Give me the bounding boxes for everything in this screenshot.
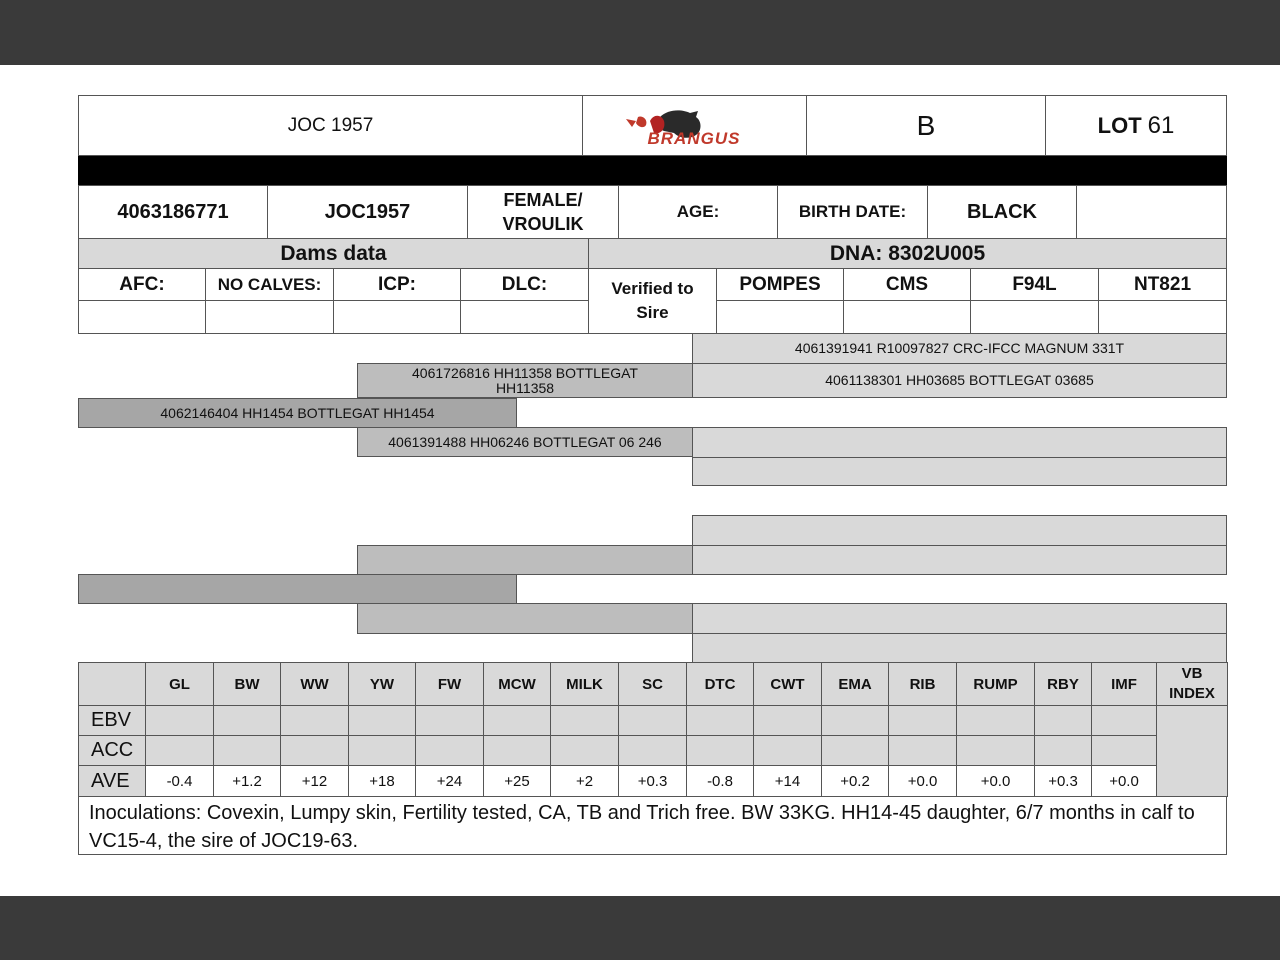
ave-value-bw-text: +1.2: [232, 772, 262, 790]
ebv-row-label-acc-text: ACC: [91, 739, 134, 761]
dams-heading: Dams data: [280, 241, 387, 265]
ebv-header-gl-text: GL: [169, 675, 190, 693]
pedigree-empty-8: [357, 603, 693, 634]
ebv-value-milk: [550, 705, 619, 736]
colour-cell: [927, 185, 1077, 239]
animal-name: JOC1957: [324, 200, 411, 223]
birth-date-cell: [777, 185, 928, 239]
ebv-header-vb-index-text: VB INDEX: [1169, 665, 1215, 702]
pedigree-empty-4: [357, 545, 693, 575]
animal-id: 4063186771: [117, 200, 229, 223]
ebv-value-gl: [145, 705, 214, 736]
bottom-frame-band: [0, 896, 1280, 960]
acc-value-sc: [618, 735, 687, 766]
pompes-label: POMPES: [739, 273, 821, 295]
ebv-header-yw-text: YW: [369, 675, 395, 693]
ebv-header-ww-text: WW: [300, 675, 329, 693]
ebv-header-ema-text: EMA: [838, 675, 872, 693]
ebv-header-fw: [415, 662, 484, 706]
afc-value-cell: [78, 300, 206, 334]
ave-value-dtc-text: -0.8: [707, 772, 733, 790]
ebv-header-rib: [888, 662, 957, 706]
ave-value-imf-text: +0.0: [1109, 772, 1139, 790]
icp-value-cell: [333, 300, 461, 334]
ebv-header-milk-text: MILK: [566, 675, 603, 693]
ave-value-cwt-text: +14: [774, 772, 801, 790]
ebv-header-sc-text: SC: [642, 675, 663, 693]
ebv-header-rib-text: RIB: [909, 675, 936, 693]
ave-value-milk: [550, 765, 619, 797]
pedigree-empty-2: [692, 457, 1227, 486]
pedigree-sire-sire: [692, 333, 1227, 364]
dlc-label: DLC:: [501, 273, 548, 295]
brangus-logo: [620, 103, 770, 149]
ebv-value-sc: [618, 705, 687, 736]
ave-value-ww: [280, 765, 349, 797]
ave-value-rib: [888, 765, 957, 797]
nt821-label-cell: [1098, 268, 1227, 301]
acc-value-mcw: [483, 735, 551, 766]
ebv-header-bw-text: BW: [234, 675, 260, 693]
acc-value-yw: [348, 735, 416, 766]
ave-value-sc-text: +0.3: [637, 772, 668, 790]
no-calves-value-cell: [205, 300, 334, 334]
logo-text: BRANGUS: [647, 128, 741, 148]
ebv-header-dtc-text: DTC: [704, 675, 736, 693]
animal-id-cell: [78, 185, 268, 239]
ebv-header-fw-text: FW: [437, 675, 462, 693]
ave-value-mcw: [483, 765, 551, 797]
nt821-label: NT821: [1133, 273, 1192, 295]
ave-value-mcw-text: +25: [504, 772, 530, 790]
colour-value: BLACK: [967, 200, 1037, 223]
ebv-row-label-ebv-text: EBV: [91, 709, 132, 731]
ave-value-imf: [1091, 765, 1157, 797]
black-divider-bar: [78, 156, 1227, 186]
acc-value-ww: [280, 735, 349, 766]
pompes-value-cell: [716, 300, 844, 334]
acc-value-cwt: [753, 735, 822, 766]
ebv-header-sc: [618, 662, 687, 706]
ebv-header-cwt: [753, 662, 822, 706]
ebv-value-rib: [888, 705, 957, 736]
ebv-header-rby-text: RBY: [1047, 675, 1079, 693]
ave-value-milk-text: +2: [575, 772, 594, 790]
pedigree-sire-sire-text: 4061391941 R10097827 CRC-IFCC MAGNUM 331T: [794, 340, 1125, 356]
dna-heading: DNA: 8302U005: [829, 241, 986, 265]
pedigree-empty-6: [78, 574, 517, 604]
acc-value-rby: [1034, 735, 1092, 766]
ebv-header-dtc: [686, 662, 754, 706]
pedigree-sire-dam-text: 4061138301 HH03685 BOTTLEGAT 03685: [825, 372, 1094, 388]
ave-value-cwt: [753, 765, 822, 797]
icp-label: ICP:: [378, 273, 416, 295]
acc-value-ema: [821, 735, 889, 766]
ebv-header-mcw-text: MCW: [498, 675, 536, 693]
no-calves-label: NO CALVES:: [217, 274, 322, 294]
top-frame-band: [0, 0, 1280, 65]
dna-heading-cell: [588, 238, 1227, 269]
grade-cell: [806, 95, 1046, 156]
lot-label: LOT: [1097, 112, 1142, 138]
ave-value-yw: [348, 765, 416, 797]
grade-value: B: [916, 109, 936, 141]
ebv-row-label-ave-text: AVE: [91, 769, 130, 792]
pedigree-sire-line: [78, 398, 517, 428]
sex-cell: [467, 185, 619, 239]
ebv-value-ww: [280, 705, 349, 736]
ebv-value-fw: [415, 705, 484, 736]
ebv-value-bw: [213, 705, 281, 736]
acc-value-fw: [415, 735, 484, 766]
acc-value-imf: [1091, 735, 1157, 766]
pedigree-dam-side: [357, 427, 693, 457]
pedigree-sire: [357, 363, 693, 398]
pedigree-empty-5: [692, 545, 1227, 575]
notes-box: [78, 796, 1227, 855]
ebv-header-vb-index: [1156, 662, 1228, 706]
lot-number: 61: [1147, 111, 1175, 139]
ave-value-rib-text: +0.0: [907, 772, 938, 790]
acc-value-gl: [145, 735, 214, 766]
pedigree-sire-text: 4061726816 HH11358 BOTTLEGAT HH11358: [412, 364, 638, 396]
ebv-header-yw: [348, 662, 416, 706]
pedigree-empty-1: [692, 427, 1227, 458]
f94l-label: F94L: [1012, 273, 1057, 295]
acc-value-rump: [956, 735, 1035, 766]
ebv-value-rby: [1034, 705, 1092, 736]
empty-info-cell: [1076, 185, 1227, 239]
ebv-row-label-acc: [78, 735, 146, 766]
ave-value-sc: [618, 765, 687, 797]
ebv-value-mcw: [483, 705, 551, 736]
animal-name-cell: [267, 185, 468, 239]
ave-value-ww-text: +12: [301, 772, 328, 790]
page-title: JOC 1957: [287, 114, 374, 136]
f94l-label-cell: [970, 268, 1099, 301]
acc-value-bw: [213, 735, 281, 766]
acc-value-rib: [888, 735, 957, 766]
ebv-header-rump: [956, 662, 1035, 706]
birth-date-label: BIRTH DATE:: [798, 202, 907, 221]
pedigree-empty-3: [692, 515, 1227, 546]
ebv-header-ww: [280, 662, 349, 706]
ebv-header-imf: [1091, 662, 1157, 706]
dlc-value-cell: [460, 300, 589, 334]
ave-value-rump-text: +0.0: [980, 772, 1011, 790]
dlc-label-cell: [460, 268, 589, 301]
ebv-value-dtc: [686, 705, 754, 736]
ebv-header-bw: [213, 662, 281, 706]
vb-index-value-cell: [1156, 705, 1228, 797]
ave-value-bw: [213, 765, 281, 797]
age-cell: [618, 185, 778, 239]
pedigree-sire-dam: [692, 363, 1227, 398]
icp-label-cell: [333, 268, 461, 301]
notes-text: Inoculations: Covexin, Lumpy skin, Fertility tested, CA, TB and Trich free. BW 33KG. HH14-45 daughter, 6/7 months in calf to VC15-4, the sire of JOC19-63.: [89, 802, 1195, 852]
logo-cell: [582, 95, 807, 156]
ebv-value-yw: [348, 705, 416, 736]
ebv-row-label-ave: [78, 765, 146, 797]
ave-value-rby-text: +0.3: [1048, 772, 1078, 790]
ave-value-rby: [1034, 765, 1092, 797]
ebv-row-label-ebv: [78, 705, 146, 736]
ave-value-ema-text: +0.2: [840, 772, 870, 790]
ave-value-gl-text: -0.4: [166, 772, 193, 790]
ebv-value-cwt: [753, 705, 822, 736]
ebv-header-cwt-text: CWT: [770, 675, 805, 693]
no-calves-label-cell: [205, 268, 334, 301]
ave-value-dtc: [686, 765, 754, 797]
ebv-header-gl: [145, 662, 214, 706]
ebv-header-rump-text: RUMP: [973, 675, 1018, 693]
ave-value-gl: [145, 765, 214, 797]
lot-cell: [1045, 95, 1227, 156]
ebv-header-imf-text: IMF: [1111, 675, 1137, 693]
afc-label: AFC:: [119, 273, 165, 295]
ebv-header-ema: [821, 662, 889, 706]
dams-heading-cell: [78, 238, 589, 269]
ave-value-ema: [821, 765, 889, 797]
acc-value-dtc: [686, 735, 754, 766]
verified-cell: [588, 268, 717, 334]
ebv-value-rump: [956, 705, 1035, 736]
acc-value-milk: [550, 735, 619, 766]
ebv-corner-cell: [78, 662, 146, 706]
pedigree-dam-side-text: 4061391488 HH06246 BOTTLEGAT 06 246: [388, 433, 662, 450]
ebv-value-imf: [1091, 705, 1157, 736]
age-label: AGE:: [676, 202, 720, 221]
ebv-header-mcw: [483, 662, 551, 706]
cms-value-cell: [843, 300, 971, 334]
cms-label: CMS: [885, 273, 929, 295]
ave-value-yw-text: +18: [369, 772, 395, 790]
pompes-label-cell: [716, 268, 844, 301]
header-title-cell: [78, 95, 583, 156]
cms-label-cell: [843, 268, 971, 301]
verified-label: Verified to Sire: [611, 279, 694, 322]
ebv-header-rby: [1034, 662, 1092, 706]
sex-label: FEMALE/ VROULIK: [502, 190, 584, 234]
f94l-value-cell: [970, 300, 1099, 334]
ave-value-rump: [956, 765, 1035, 797]
afc-label-cell: [78, 268, 206, 301]
pedigree-sire-line-text: 4062146404 HH1454 BOTTLEGAT HH1454: [160, 404, 435, 421]
nt821-value-cell: [1098, 300, 1227, 334]
ave-value-fw: [415, 765, 484, 797]
pedigree-empty-9: [692, 633, 1227, 663]
ebv-value-ema: [821, 705, 889, 736]
ebv-header-milk: [550, 662, 619, 706]
pedigree-empty-7: [692, 603, 1227, 634]
ave-value-fw-text: +24: [436, 772, 463, 790]
